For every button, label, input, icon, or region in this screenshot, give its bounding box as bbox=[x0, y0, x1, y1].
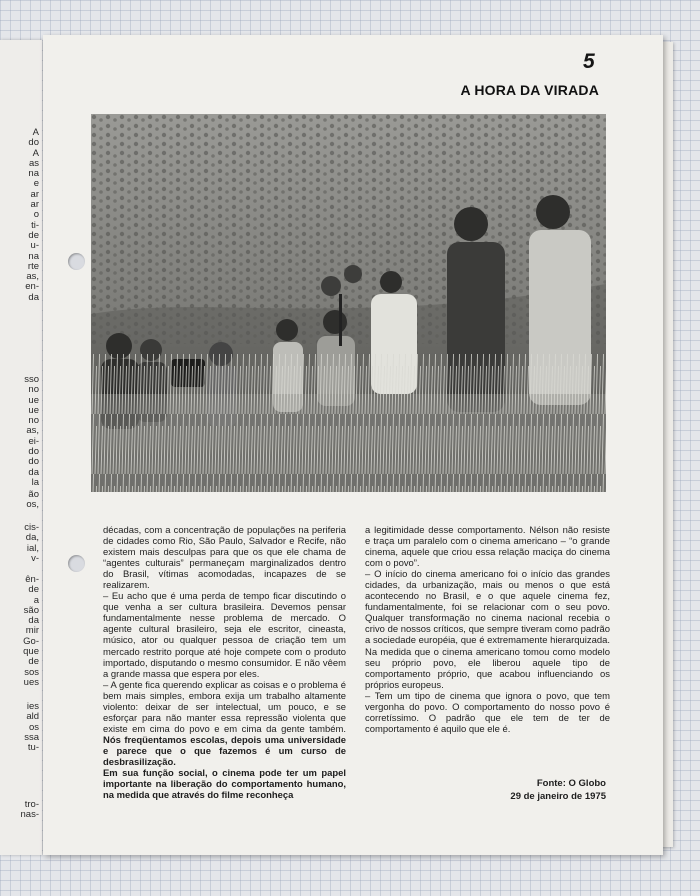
paragraph: – O início do cinema americano foi o início das grandes cidades, da urbanização, mais ou menos o que está acontecendo no Brasil, e o que aquele cinema fez, fundamentalmente, foi se relacionar com o seu povo. Qualquer transformação no cinema nacional recebia o crivo de nossos críticos, que sempre tiveram como padrão a sociedade européia, que é extremamente hierarquizada. Na medida que o cinema americano tomou como modelo seu próprio povo, ele liberou aquele tipo de comportamento próprio, que acabou influenciando os próprios europeus. bbox=[365, 569, 610, 691]
binder-hole bbox=[68, 555, 85, 572]
paragraph: – Tem um tipo de cinema que ignora o povo, que tem vergonha do povo. O comportamento do nosso povo é corretíssimo. O padrão que ele tem de ter de comportamento é aquilo que ele é. bbox=[365, 690, 610, 735]
left-page-fragment: sso no ue ue no as, ei- do do da la bbox=[24, 374, 39, 488]
paragraph bbox=[103, 680, 346, 768]
left-page-fragment: ies ald os ssa tu- bbox=[24, 701, 39, 754]
paragraph: – Eu acho que é uma perda de tempo ficar discutindo o que venha a ser cultura brasileira. Devemos pensar fundamentalmente nesse problema de mercado. O agente cultural brasileiro, seja ele escritor, cineasta, músico, ator ou qualquer pessoa de criação tem um mercado restrito porque até hoje compete com o produto importado, disputando o mesmo consumidor. E não vêem a grande massa que espera por eles. bbox=[103, 591, 346, 680]
left-page-fragment: tro- nas- bbox=[20, 799, 39, 821]
left-page-fragment: cis- da, ial, v- bbox=[24, 522, 39, 564]
binder-hole bbox=[68, 253, 85, 270]
article-column-left bbox=[103, 525, 346, 801]
page-number: 5 bbox=[583, 50, 595, 73]
paragraph-text: – A gente fica querendo explicar as coisas e o problema é bem mais simples, embora exija um trabalho altamente violento: deixar de ser intelectual, um pouco, e se esforçar para não manter essa repressão violenta que existe em cima do povo e em cima da gente também. bbox=[103, 679, 346, 735]
left-page-fragment: ên- de a são da mir Go- que de sos ues bbox=[23, 574, 39, 688]
paragraph: a legitimidade desse comportamento. Nélson não resiste e traça um paralelo com o cinema americano – “o grande cinema, aquele que criou essa relação maciça do cinema com o povo”. bbox=[365, 525, 610, 570]
left-page-fragment: ão os, bbox=[26, 489, 39, 511]
headline: A HORA DA VIRADA bbox=[460, 82, 599, 98]
paragraph: décadas, com a concentração de populações na periferia de cidades como Rio, São Paulo, Salvador e Recife, não existem mais desculpas para que os que ele chama de “agentes culturais” permaneçam marginalizados dentro do Brasil, vítimas acomodadas, incapazes de se realizarem. bbox=[103, 525, 346, 592]
left-page-fragment: A do A as na e ar ar o ti- de u- na rte as, en- da bbox=[25, 127, 39, 303]
source-credit bbox=[510, 777, 606, 803]
source-label: Fonte: O Globo bbox=[536, 778, 606, 789]
emphasized-paragraph: Em sua função social, o cinema pode ter um papel importante na liberação do comportamento humano, na medida que através do filme reconheça bbox=[103, 768, 346, 802]
article-column-right bbox=[365, 525, 610, 735]
magazine-page bbox=[43, 35, 663, 855]
previous-page-edge bbox=[0, 40, 42, 855]
emphasized-text: Nós freqüentamos escolas, depois uma universidade e parece que o que fazemos é um curso de desbrasilização. bbox=[103, 734, 346, 768]
film-crew-photo bbox=[91, 114, 606, 492]
source-date: 29 de janeiro de 1975 bbox=[510, 791, 606, 802]
